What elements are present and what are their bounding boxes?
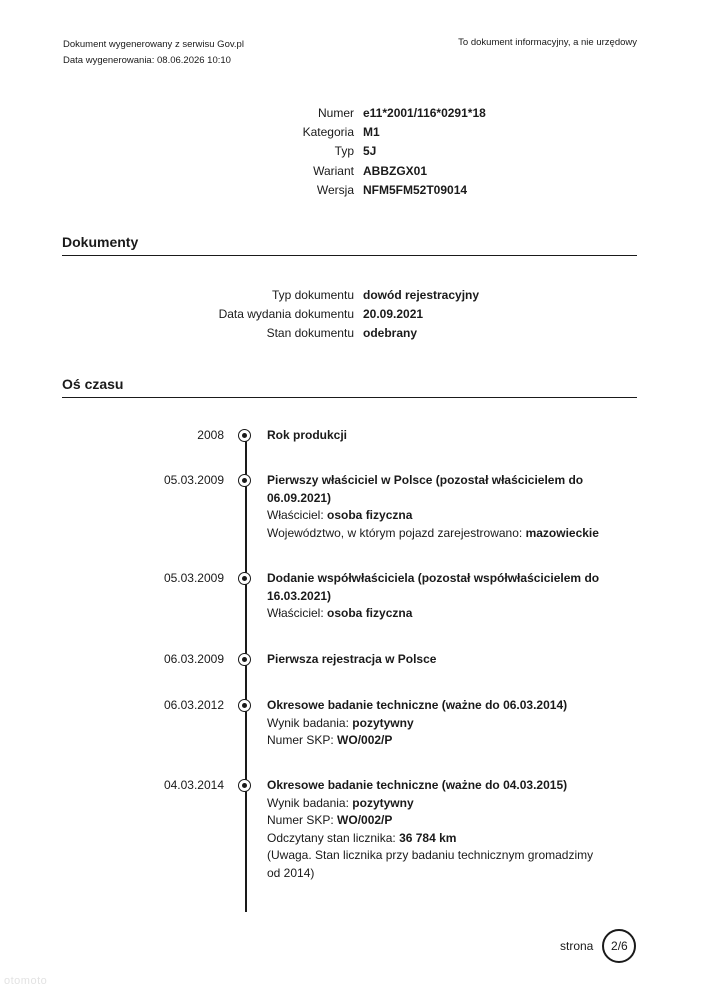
timeline-dot-icon [238,779,251,792]
vehicle-row-typ [63,142,486,161]
disclaimer-text: To dokument informacyjny, a nie urzędowy [458,37,637,48]
field-label: Wersja [316,182,354,197]
document-row-type [63,285,479,304]
watermark-logo: otomoto [4,975,48,987]
field-label: Typ [334,144,354,159]
timeline-dot-icon [238,572,251,585]
event-detail [267,812,607,830]
field-value: M1 [363,124,380,139]
event-date: 06.03.2009 [163,652,224,666]
documents-table [63,285,479,343]
event-title: Pierwsza rejestracja w Polsce [267,652,437,666]
detail-label: Numer SKP: [267,813,338,827]
document-header-left [63,37,244,69]
field-label: Wariant [313,163,354,178]
event-body [267,427,607,445]
detail-value: mazowieckie [525,525,599,540]
event-detail [267,732,607,750]
field-value: 20.09.2021 [363,306,424,321]
event-title: Dodanie współwłaściciela (pozostał współwłaścicielem do 16.03.2021) [267,571,600,603]
field-label: Typ dokumentu [271,287,354,302]
documents-section-header [62,234,637,256]
field-value: 5J [363,144,377,159]
field-label: Stan dokumentu [266,326,354,341]
detail-label: Wynik badania: [267,715,353,730]
detail-label: Wynik badania: [267,795,353,810]
field-label: Numer [317,105,354,120]
event-date: 06.03.2012 [163,698,224,712]
field-label: Data wydania dokumentu [218,306,354,321]
detail-label: Województwo, w którym pojazd zarejestrowano: [267,525,526,540]
event-title: Pierwszy właściciel w Polsce (pozostał właścicielem do 06.09.2021) [267,473,584,505]
event-detail [267,795,607,813]
field-label: Kategoria [302,124,354,139]
detail-value: WO/002/P [337,813,393,827]
detail-label: Właściciel: [267,508,328,522]
vehicle-info-table [63,103,486,199]
timeline-dot-icon [238,653,251,666]
event-body [267,570,607,623]
event-title: Rok produkcji [267,428,348,442]
field-value: dowód rejestracyjny [363,287,480,302]
event-detail [267,715,607,733]
event-detail [267,507,607,525]
detail-label: Właściciel: [267,606,328,620]
detail-value: osoba fizyczna [327,606,413,620]
detail-value: pozytywny [352,715,414,730]
event-detail [267,605,607,623]
timeline-dot-icon [238,699,251,712]
event-note [267,847,607,882]
event-body [267,472,607,542]
event-date: 05.03.2009 [163,571,224,585]
generated-from-text: Dokument wygenerowany z serwisu Gov.pl [63,39,244,50]
detail-label: Numer SKP: [267,733,338,747]
page-number-badge: 2/6 [602,929,636,963]
vehicle-row-kategoria [63,122,486,141]
detail-value: WO/002/P [337,733,393,747]
event-title: Okresowe badanie techniczne (ważne do 06.03.2014) [267,698,568,712]
field-value: NFM5FM52T09014 [363,182,468,197]
detail-value: osoba fizyczna [327,508,413,522]
event-detail [267,830,607,848]
timeline-axis-line [245,430,247,912]
detail-label: (Uwaga. Stan licznika przy badaniu technicznym gromadzimy od 2014) [267,848,594,880]
detail-value: pozytywny [352,795,414,810]
event-date: 2008 [197,428,224,442]
event-date: 05.03.2009 [163,473,224,487]
event-detail [267,525,607,543]
timeline-section-header [62,376,637,398]
event-date: 04.03.2014 [163,778,224,792]
section-title: Oś czasu [62,376,124,392]
event-body [267,777,607,882]
page-indicator [560,929,636,963]
timeline-dot-icon [238,429,251,442]
vehicle-row-wariant [63,161,486,180]
event-title: Okresowe badanie techniczne (ważne do 04.03.2015) [267,778,568,792]
page-label: strona [560,939,594,953]
field-value: e11*2001/116*0291*18 [363,105,486,120]
vehicle-row-wersja [63,180,486,199]
section-title: Dokumenty [62,234,139,250]
document-row-issue-date [63,304,479,323]
vehicle-row-numer [63,103,486,122]
generated-date-text: Data wygenerowania: 08.06.2026 10:10 [63,55,231,66]
timeline-dot-icon [238,474,251,487]
document-row-status [63,324,479,343]
field-value: ABBZGX01 [363,163,428,178]
field-value: odebrany [363,326,418,341]
event-body [267,651,607,669]
detail-label: Odczytany stan licznika: [267,830,400,845]
event-body [267,697,607,750]
detail-value: 36 784 km [399,830,457,845]
